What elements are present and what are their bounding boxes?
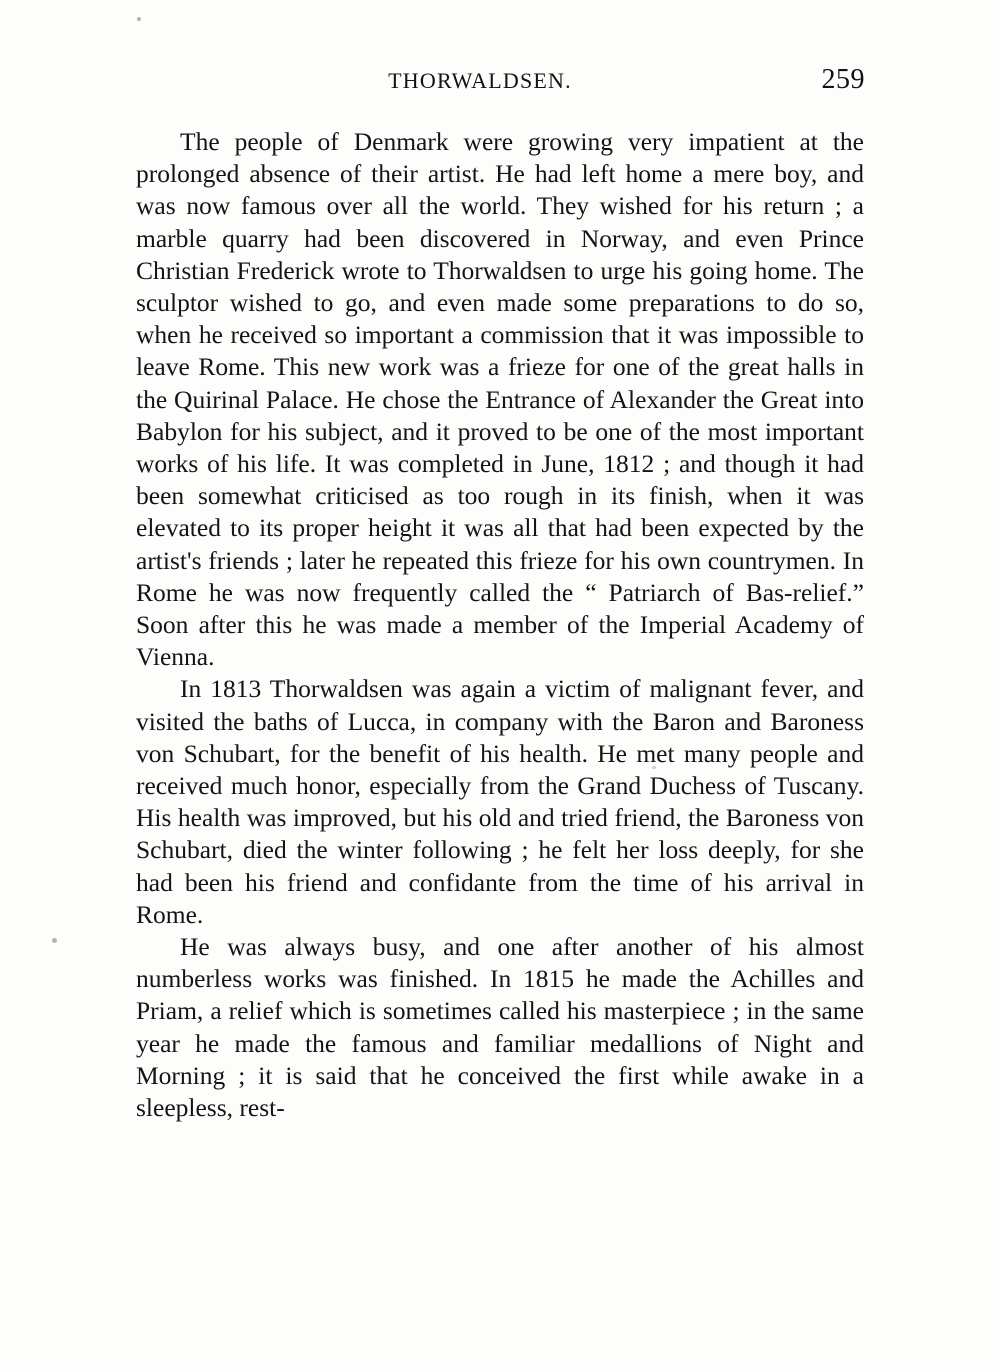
paragraph: The people of Denmark were growing very impatient at the prolonged absence of their artist. He had left home a mere boy, and was now famous over all the world. They wished for his return ; a marble quarry had been discovered in Norway, and even Prince Christian Frederick wrote to Thorwaldsen to urge his going home. The sculptor wished to go, and even made some preparations to do so, when he received so important a commission that it was impossible to leave Rome. This new work was a frieze for one of the great halls in the Quirinal Palace. He chose the Entrance of Alexander the Great into Babylon for his subject, and it proved to be one of the most important works of his life. It was completed in June, 1812 ; and though it had been somewhat criticised as too rough in its finish, when it was elevated to its proper height it was all that had been expected by the artist's friends ; later he repeated this frieze for his own countrymen. In Rome he was now frequently called the “ Patriarch of Bas-relief.” Soon after this he was made a member of the Imperial Academy of Vienna. [136,127,864,672]
page-number: 259 [821,64,865,95]
page-header [135,64,865,102]
body-text [136,126,864,1124]
scan-speck-icon [137,17,141,21]
running-title: THORWALDSEN. [388,68,572,93]
paragraph: In 1813 Thorwaldsen was again a victim of malignant fever, and visited the baths of Lucca, in company with the Baron and Baroness von Schubart, for the benefit of his health. He met many people and received much honor, especially from the Grand Duchess of Tuscany. His health was improved, but his old and tried friend, the Baroness von Schubart, died the winter following ; he felt her loss deeply, for she had been his friend and confidante from the time of his arrival in Rome. [136,674,864,929]
scan-speck-icon [52,938,57,943]
paragraph: He was always busy, and one after another of his almost numberless works was finished. In 1815 he made the Achilles and Priam, a relief which is sometimes called his masterpiece ; in the same year he made the famous and familiar medallions of Night and Morning ; it is said that he conceived the first while awake in a sleepless, rest- [136,932,864,1123]
